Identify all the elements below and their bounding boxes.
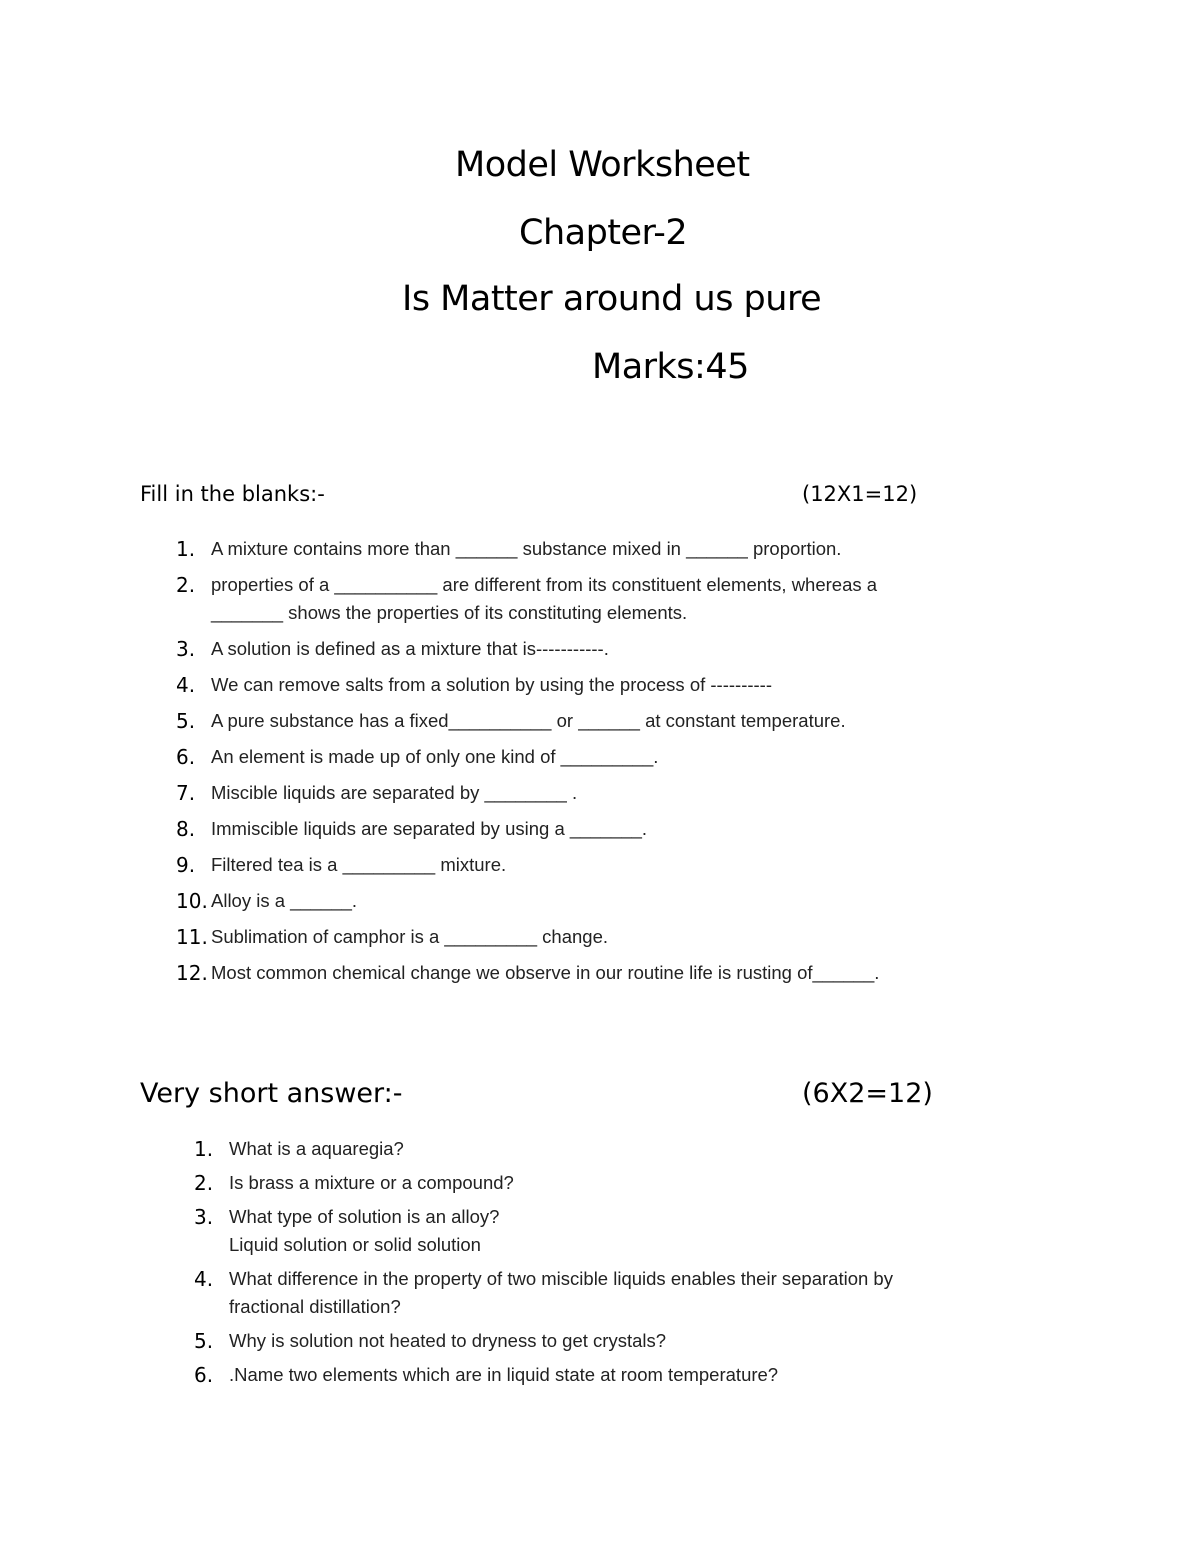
question-number: 1. [194, 1137, 214, 1161]
question-number: 3. [176, 637, 196, 661]
chapter-label: Chapter-2 [519, 213, 688, 253]
question-text: What difference in the property of two miscible liquids enables their separation by [229, 1268, 893, 1289]
question-number: 8. [176, 817, 196, 841]
question-text: Filtered tea is a _________ mixture. [211, 854, 507, 875]
question-item [194, 1169, 1024, 1197]
fill-blanks-heading: Fill in the blanks:- [140, 482, 325, 506]
question-item [176, 571, 1006, 627]
question-text: _______ shows the properties of its constituting elements. [211, 602, 688, 623]
question-number: 4. [176, 673, 196, 697]
question-number: 12. [176, 961, 208, 985]
question-item [176, 671, 1006, 699]
question-text: properties of a __________ are different from its constituent elements, whereas a [211, 574, 878, 595]
question-item [194, 1135, 1024, 1163]
worksheet-title: Model Worksheet [455, 145, 750, 185]
fill-blanks-list [176, 535, 1006, 995]
question-text: Why is solution not heated to dryness to get crystals? [229, 1330, 667, 1351]
question-number: 6. [194, 1363, 214, 1387]
question-text: Most common chemical change we observe in our routine life is rusting of______. [211, 962, 880, 983]
question-text: A solution is defined as a mixture that is-----------. [211, 638, 609, 659]
question-text: Sublimation of camphor is a _________ change. [211, 926, 608, 947]
very-short-list [194, 1135, 1024, 1395]
very-short-marks: (6X2=12) [802, 1078, 933, 1109]
question-number: 5. [176, 709, 196, 733]
question-number: 2. [176, 573, 196, 597]
question-item [176, 887, 1006, 915]
question-number: 2. [194, 1171, 214, 1195]
question-number: 10. [176, 889, 208, 913]
question-text: What is a aquaregia? [229, 1138, 404, 1159]
question-text: .Name two elements which are in liquid state at room temperature? [229, 1364, 779, 1385]
question-item [194, 1203, 1024, 1259]
question-item [176, 743, 1006, 771]
question-item [194, 1265, 1024, 1321]
question-item [194, 1361, 1024, 1389]
question-text: What type of solution is an alloy? [229, 1206, 500, 1227]
question-number: 11. [176, 925, 208, 949]
very-short-heading: Very short answer:- [140, 1078, 403, 1109]
topic-title: Is Matter around us pure [402, 279, 822, 319]
question-item [176, 635, 1006, 663]
question-item [176, 779, 1006, 807]
question-text: We can remove salts from a solution by using the process of ---------- [211, 674, 772, 695]
question-item [176, 707, 1006, 735]
question-text: A pure substance has a fixed__________ or ______ at constant temperature. [211, 710, 846, 731]
question-number: 6. [176, 745, 196, 769]
question-text: Miscible liquids are separated by ________ . [211, 782, 578, 803]
question-number: 1. [176, 537, 196, 561]
question-item [176, 535, 1006, 563]
question-text: Liquid solution or solid solution [229, 1234, 481, 1255]
question-text: Immiscible liquids are separated by using a _______. [211, 818, 648, 839]
question-number: 5. [194, 1329, 214, 1353]
question-item [194, 1327, 1024, 1355]
question-number: 4. [194, 1267, 214, 1291]
question-number: 7. [176, 781, 196, 805]
total-marks: Marks:45 [592, 347, 749, 387]
question-item [176, 851, 1006, 879]
question-number: 3. [194, 1205, 214, 1229]
question-text: Alloy is a ______. [211, 890, 358, 911]
question-number: 9. [176, 853, 196, 877]
question-text: A mixture contains more than ______ substance mixed in ______ proportion. [211, 538, 842, 559]
question-item [176, 815, 1006, 843]
question-text: Is brass a mixture or a compound? [229, 1172, 514, 1193]
question-text: fractional distillation? [229, 1296, 401, 1317]
question-item [176, 959, 1006, 987]
question-item [176, 923, 1006, 951]
question-text: An element is made up of only one kind of _________. [211, 746, 659, 767]
fill-blanks-marks: (12X1=12) [802, 482, 918, 506]
